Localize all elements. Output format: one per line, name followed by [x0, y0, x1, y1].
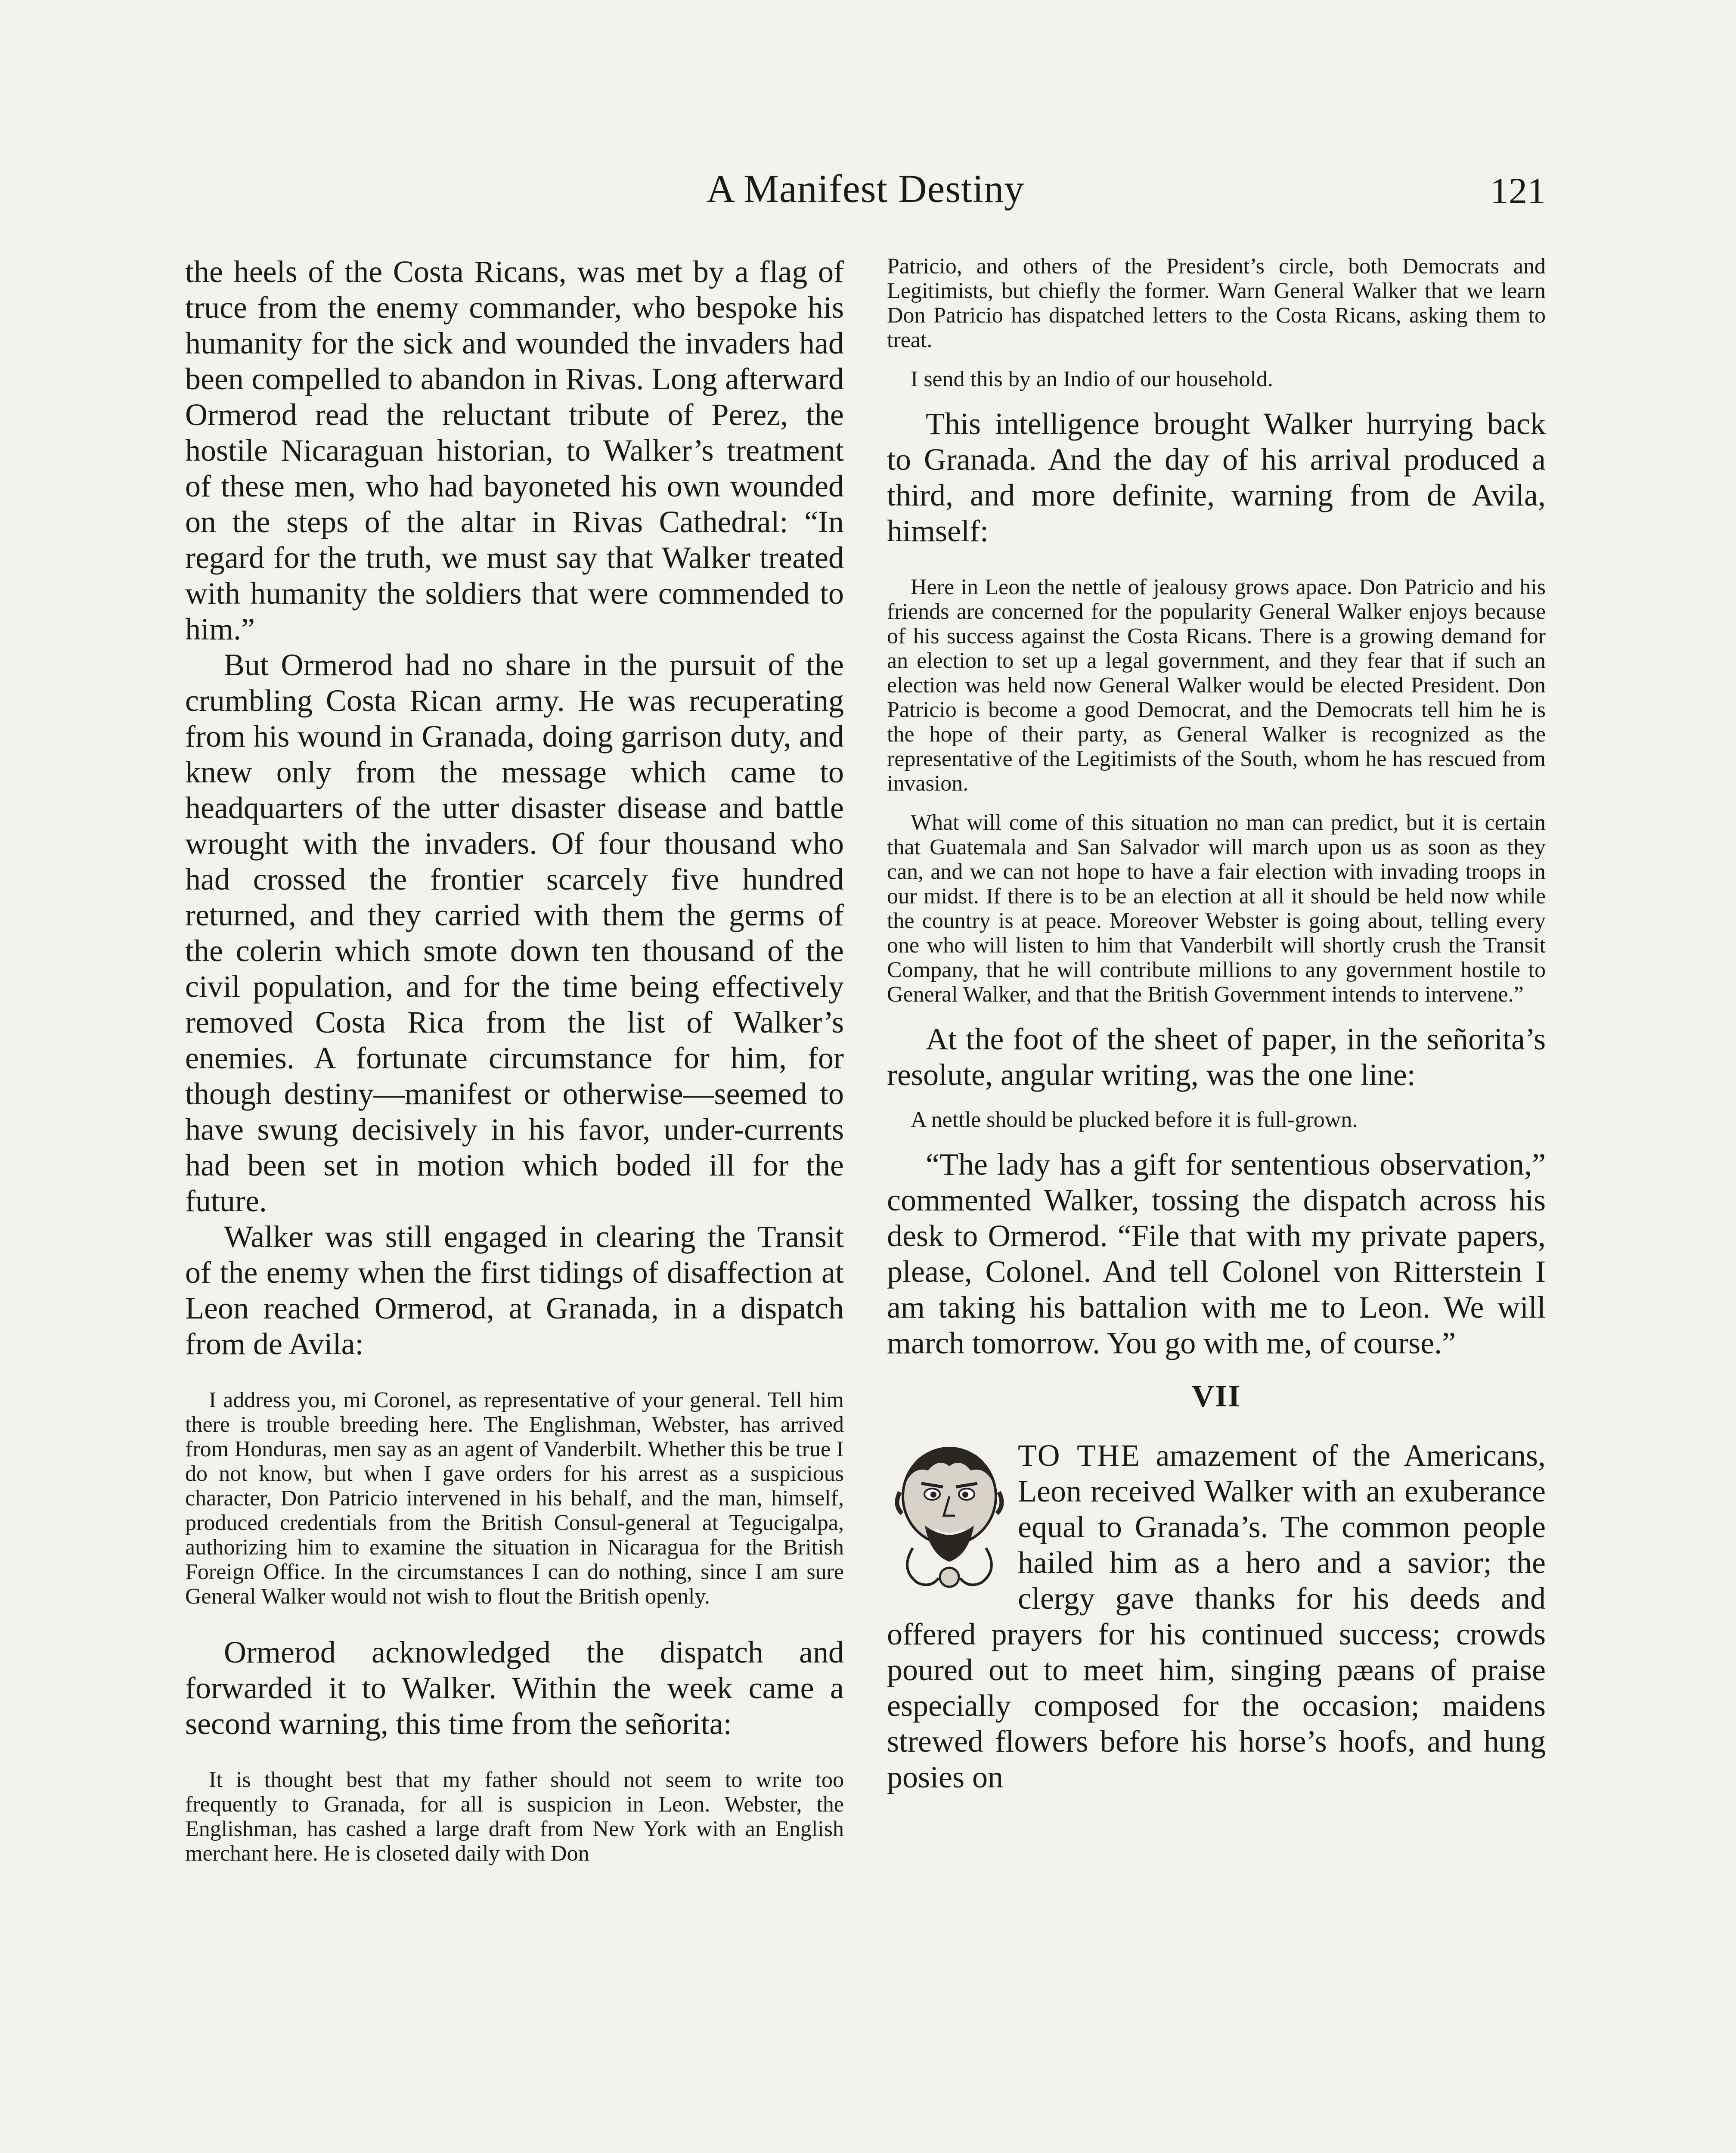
- paragraph: This intelligence brought Walker hurrying back to Granada. And the day of his arrival produced a third, and more definite, warning from de Avila, himself:: [887, 406, 1546, 548]
- paragraph-text: amazement of the Americans, Leon received Walker with an exuberance equal to Granada’s. The common people hailed him as a hero and a savior; the clergy gave thanks for his deeds and offered prayers for his continued success; crowds poured out to meet him, singing pæans of praise especially composed for the occasion; maidens strewed flowers before his horse’s hoofs, and hung posies on: [887, 1438, 1546, 1794]
- paragraph: the heels of the Costa Ricans, was met by a flag of truce from the enemy commander, who bespoke his humanity for the sick and wounded the invaders had been compelled to abandon in Rivas. Long afterward Ormerod read the reluctant tribute of Perez, the hostile Nicaraguan historian, to Walker’s treatment of these men, who had bayoneted his own wounded on the steps of the altar in Rivas Cathedral: “In regard for the truth, we must say that Walker treated with humanity the soldiers that were commended to him.”: [185, 254, 844, 646]
- block-quote: A nettle should be plucked before it is full-grown.: [911, 1108, 1358, 1132]
- page-header: [185, 166, 1546, 222]
- block-quote: I send this by an Indio of our household.: [911, 367, 1274, 391]
- paragraph: Walker was still engaged in clearing the Transit of the enemy when the first tidings of disaffection at Leon reached Ormerod, at Granada, in a dispatch from de Avila:: [185, 1219, 844, 1361]
- decorative-face-dropcap-icon: [887, 1440, 1012, 1591]
- left-column: [185, 254, 844, 1880]
- page-number: 121: [1490, 170, 1546, 211]
- section-heading: VII: [1191, 1379, 1241, 1413]
- paragraph: But Ormerod had no share in the pursuit of the crumbling Costa Rican army. He was recuperating from his wound in Granada, doing garrison duty, and knew only from the message which came to headquarters of the utter disaster disease and battle wrought with the invaders. Of four thousand who had crossed the frontier scarcely five hundred returned, and they carried with them the germs of the colerin which smote down ten thousand of the civil population, and for the time being effectively removed Costa Rica from the list of Walker’s enemies. A fortunate circumstance for him, for though destiny—manifest or otherwise—seemed to have swung decisively in his favor, under-currents had been set in motion which boded ill for the future.: [185, 648, 844, 1218]
- block-quote: Patricio, and others of the President’s circle, both Democrats and Legitimists, but chiefly the former. Warn General Walker that we learn Don Patricio has dispatched letters to the Costa Ricans, asking them to treat.: [887, 254, 1546, 352]
- chapter-opening: [887, 1438, 1546, 1795]
- block-quote: It is thought best that my father should not seem to write too frequently to Granada, for all is suspicion in Leon. Webster, the Englishman, has cashed a large draft from New York with an English merchant here. He is closeted daily with Don: [185, 1768, 844, 1866]
- paragraph: At the foot of the sheet of paper, in the señorita’s resolute, angular writing, was the one line:: [887, 1022, 1546, 1092]
- block-quote: Here in Leon the nettle of jealousy grows apace. Don Patricio and his friends are concerned for the popularity General Walker enjoys because of his success against the Costa Ricans. There is a growing demand for an election to set up a legal government, and they fear that if such an election was held now General Walker would be elected President. Don Patricio is become a good Democrat, and the Democrats tell him he is the hope of their party, as General Walker is recognized as the representative of the Legitimists of the South, whom he has rescued from invasion.: [887, 575, 1546, 796]
- paragraph: Ormerod acknowledged the dispatch and forwarded it to Walker. Within the week came a second warning, this time from the señorita:: [185, 1635, 844, 1741]
- block-quote: What will come of this situation no man can predict, but it is certain that Guatemala and San Salvador will march upon us as soon as they can, and we can not hope to have a fair election with invading troops in our midst. If there is to be an election at all it should be held now while the country is at peace. Moreover Webster is going about, telling every one who will listen to him that Vanderbilt will shortly crush the Transit Company, that he will contribute millions to any government hostile to General Walker, and that the British Government intends to intervene.”: [887, 810, 1546, 1007]
- running-head: A Manifest Destiny: [706, 167, 1025, 211]
- paragraph: “The lady has a gift for sententious observation,” commented Walker, tossing the dispatch across his desk to Ormerod. “File that with my private papers, please, Colonel. And tell Colonel von Ritterstein I am taking his battalion with me to Leon. We will march tomorrow. You go with me, of course.”: [887, 1147, 1546, 1360]
- block-quote: I address you, mi Coronel, as representative of your general. Tell him there is trouble breeding here. The Englishman, Webster, has arrived from Honduras, men say as an agent of Vanderbilt. Whether this be true I do not know, but when I gave orders for his arrest as a suspicious character, Don Patricio intervened in his behalf, and the man, himself, produced credentials from the British Consul-general at Tegucigalpa, authorizing him to examine the situation in Nicaragua for the British Foreign Office. In the circumstances I can do nothing, since I am sure General Walker would not wish to flout the British openly.: [185, 1388, 844, 1609]
- right-column: [887, 254, 1546, 1795]
- lead-in-caps: TO THE: [1018, 1438, 1141, 1473]
